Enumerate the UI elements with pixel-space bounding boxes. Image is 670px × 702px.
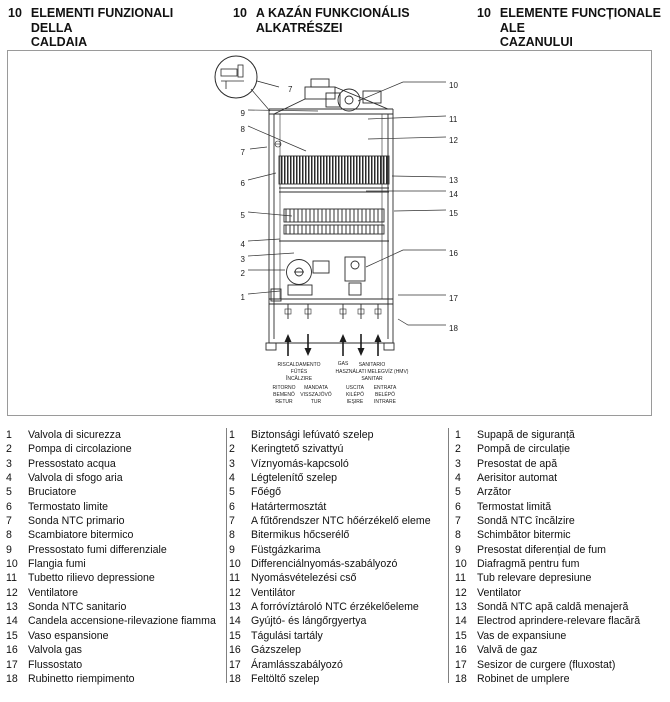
flow-arrows: [285, 334, 382, 356]
legend-item-label: Rubinetto riempimento: [28, 672, 135, 685]
legend-item-label: Aerisitor automat: [477, 472, 558, 485]
legend-item-number: 10: [229, 558, 241, 571]
legend-item: [455, 571, 670, 585]
leader-lines: [248, 82, 446, 325]
legend-item: [6, 528, 222, 542]
boiler-drawing: [266, 79, 394, 350]
callout-number: 16: [449, 249, 458, 258]
legend-item: [229, 629, 445, 643]
legend-item-label: Ventilatore: [28, 586, 79, 599]
legend-item: [6, 514, 222, 528]
legend-item-number: 7: [229, 515, 235, 528]
section-title: [256, 6, 410, 35]
legend-item: [229, 643, 445, 657]
section-title-line2: ALKATRÉSZEI: [255, 20, 343, 35]
legend-item-number: 11: [455, 572, 466, 585]
legend-item-number: 15: [229, 629, 241, 642]
legend-item: [229, 658, 445, 672]
legend-item: [455, 629, 670, 643]
legend-item-label: Valvola di sicurezza: [28, 429, 121, 441]
legend-item-number: 13: [229, 601, 241, 614]
legend-item: [229, 500, 445, 514]
legend-item-label: Ventilator: [477, 586, 522, 599]
legend-item-number: 14: [229, 615, 241, 628]
callout-number: 5: [240, 211, 245, 220]
legend-item-number: 2: [455, 443, 461, 456]
legend-item: [6, 500, 222, 514]
legend-item-number: 12: [6, 586, 18, 599]
legend-item-number: 13: [6, 601, 18, 614]
legend-item: [6, 600, 222, 614]
legend-item-label: Tub relevare depresiune: [477, 572, 592, 585]
legend-item: [6, 571, 222, 585]
legend-item-number: 8: [229, 529, 235, 542]
legend-item: [229, 471, 445, 485]
legend-item: [455, 428, 670, 442]
section-title-line1: ELEMENTE FUNCȚIONALE ALE: [499, 6, 662, 35]
legend-item-label: Biztonsági lefúvató szelep: [251, 429, 374, 441]
legend-item-number: 3: [455, 457, 461, 470]
heating-flow-label: MANDATA: [304, 385, 328, 391]
legend-item: [455, 600, 670, 614]
legend-item-label: Pressostato acqua: [28, 457, 116, 470]
legend-item: [455, 457, 670, 471]
legend-item-number: 14: [6, 615, 18, 628]
legend-item: [455, 528, 670, 542]
legend-item: [455, 557, 670, 571]
dhw-out-label: IEȘIRE: [346, 399, 364, 405]
legend-item-number: 17: [229, 658, 241, 671]
legend-item-label: Sonda NTC sanitario: [28, 601, 127, 614]
legend-item-label: Candela accensione-rilevazione fiamma: [28, 615, 216, 628]
legend-item-number: 13: [455, 601, 467, 614]
legend-item: [229, 457, 445, 471]
legend-item: [455, 643, 670, 657]
legend-item-label: Presostat diferențial de fum: [477, 543, 606, 556]
legend-item-label: Határtermosztát: [251, 500, 327, 513]
legend-item: [455, 543, 670, 557]
arrow-down-heating-flow: [305, 334, 312, 356]
legend-item: [229, 600, 445, 614]
legend-item: [6, 614, 222, 628]
legend-item-number: 1: [455, 429, 461, 441]
callout-number: 2: [240, 269, 245, 278]
legend-item-label: Robinet de umplere: [477, 672, 570, 685]
callout-number: 15: [449, 209, 458, 218]
legend-item-label: Tubetto rilievo depressione: [28, 572, 155, 585]
legend-column-italian: [6, 428, 222, 686]
legend-item-number: 2: [6, 443, 12, 456]
callout-number: 7: [288, 85, 293, 94]
section-header-romanian: [477, 6, 663, 50]
legend-item: [455, 586, 670, 600]
heating-title: RISCALDAMENTO: [277, 362, 321, 368]
dhw-in-label: INTRARE: [374, 399, 396, 405]
heating-title: FŰTÉS: [290, 369, 308, 375]
legend-column-hungarian: [229, 428, 445, 686]
legend-item-number: 3: [229, 457, 235, 470]
legend-item-label: Flussostato: [28, 658, 83, 671]
legend-column-romanian: [455, 428, 670, 686]
legend-item-label: Ventilátor: [251, 586, 296, 599]
arrow-up-gas: [340, 334, 347, 356]
section-title-line1: ELEMENTI FUNZIONALI DELLA: [30, 6, 174, 35]
legend-item-number: 18: [6, 672, 18, 685]
legend-item-number: 11: [6, 572, 17, 585]
legend-item: [6, 643, 222, 657]
legend-item-label: Nyomásvételezési cső: [251, 572, 357, 585]
legend-item-number: 18: [229, 672, 241, 685]
legend-item-label: Víznyomás-kapcsoló: [251, 457, 349, 470]
legend-item-label: Légtelenítő szelep: [251, 472, 337, 485]
legend-item: [6, 658, 222, 672]
legend-item-label: Presostat de apă: [477, 457, 558, 470]
callout-number: 6: [240, 179, 245, 188]
legend-item-number: 15: [6, 629, 18, 642]
legend-item-label: Termostat limită: [477, 500, 552, 513]
legend-item-label: Valvola di sfogo aria: [28, 472, 123, 485]
legend-item-number: 15: [455, 629, 467, 642]
legend-item-label: Főégő: [251, 486, 282, 499]
legend-item-label: Vas de expansiune: [477, 629, 567, 642]
legend-item-label: Flangia fumi: [28, 558, 86, 571]
column-divider: [226, 428, 227, 683]
legend-item-label: Valvola gas: [28, 644, 82, 657]
legend-item-label: A fűtőrendszer NTC hőérzékelő eleme: [251, 515, 431, 528]
legend-item-number: 17: [6, 658, 18, 671]
legend-item: [455, 658, 670, 672]
dhw-title: SANITARIO: [358, 362, 386, 368]
legend-item-label: Keringtető szivattyú: [251, 443, 344, 456]
callout-number: 18: [449, 324, 458, 333]
legend-item: [6, 543, 222, 557]
section-number: 10: [477, 6, 491, 20]
heating-title: ÎNCĂLZIRE: [285, 376, 313, 382]
legend-item-number: 12: [455, 586, 467, 599]
arrow-up-heating-return: [285, 334, 292, 356]
section-number: 10: [8, 6, 22, 20]
legend-item-number: 9: [6, 543, 12, 556]
legend-item-label: Differenciálnyomás-szabályozó: [251, 558, 398, 571]
legend-item-number: 1: [6, 429, 12, 441]
section-header-italian: [8, 6, 218, 50]
legend-item-number: 4: [229, 472, 235, 485]
legend-item-number: 8: [6, 529, 12, 542]
callout-number: 10: [449, 81, 458, 90]
legend-item-number: 10: [455, 558, 467, 571]
callout-number: 9: [240, 109, 245, 118]
heating-return-label: BEMENŐ: [273, 392, 295, 398]
legend-item-label: Bruciatore: [28, 486, 77, 499]
legend-item-label: Arzător: [477, 486, 512, 499]
legend-item-label: Sondă NTC apă caldă menajeră: [477, 601, 629, 614]
legend-item: [229, 672, 445, 686]
legend-item: [455, 672, 670, 686]
flow-labels: [273, 361, 409, 405]
legend-item: [6, 457, 222, 471]
legend-item-number: 16: [229, 644, 241, 657]
legend-item-number: 10: [6, 558, 18, 571]
legend-item: [229, 557, 445, 571]
legend-item: [229, 514, 445, 528]
legend-item-label: Pressostato fumi differenziale: [28, 543, 167, 556]
legend-item-label: Termostato limite: [28, 500, 109, 513]
legend-item: [6, 672, 222, 686]
legend-item-number: 4: [6, 472, 12, 485]
callout-number: 13: [449, 176, 458, 185]
legend-item-number: 16: [6, 644, 18, 657]
legend-item-label: Scambiatore bitermico: [28, 529, 134, 542]
section-title-line2: CALDAIA: [30, 35, 88, 49]
heating-flow-label: TUR: [310, 399, 322, 405]
legend-item-number: 7: [6, 515, 12, 528]
section-title-line1: A KAZÁN FUNKCIONÁLIS: [255, 6, 410, 20]
callout-number: 8: [240, 125, 245, 134]
section-number: 10: [233, 6, 247, 20]
legend-item-label: Feltöltő szelep: [251, 672, 320, 685]
legend-item: [229, 543, 445, 557]
legend-item-number: 5: [455, 486, 461, 499]
legend-item: [229, 428, 445, 442]
heating-flow-label: VISSZAJÖVŐ: [300, 392, 332, 398]
legend-item-label: Sesizor de curgere (fluxostat): [477, 658, 616, 671]
callout-number: 14: [449, 190, 458, 199]
legend-item: [455, 442, 670, 456]
legend-item-label: A forróvíztároló NTC érzékelőeleme: [251, 601, 419, 614]
dhw-title: HASZNÁLATI MELEGVÍZ (HMV): [335, 369, 409, 375]
legend-item: [229, 614, 445, 628]
callout-number: 12: [449, 136, 458, 145]
legend-item-number: 4: [455, 472, 461, 485]
boiler-diagram: [8, 51, 651, 415]
legend-item-label: Gyújtó- és lángőrgyertya: [251, 615, 367, 628]
legend-item-label: Valvă de gaz: [477, 644, 538, 657]
legend-item-label: Vaso espansione: [28, 629, 109, 642]
legend-item: [229, 485, 445, 499]
legend-item-label: Supapă de siguranță: [477, 429, 575, 441]
legend-item: [229, 442, 445, 456]
legend-item: [6, 557, 222, 571]
legend-item-label: Tágulási tartály: [251, 629, 323, 642]
callout-number: 4: [240, 240, 245, 249]
legend-item-label: Diafragmă pentru fum: [477, 558, 580, 571]
legend-item-label: Pompă de circulație: [477, 443, 571, 456]
legend-item-label: Gázszelep: [251, 644, 302, 657]
legend-item-number: 9: [455, 543, 461, 556]
callout-number: 7: [240, 148, 245, 157]
legend-item: [455, 485, 670, 499]
callout-number: 17: [449, 294, 458, 303]
detail-circle: [215, 56, 279, 111]
arrow-down-dhw-out: [358, 334, 365, 356]
legend-item: [455, 471, 670, 485]
dhw-title: SANITAR: [361, 376, 383, 382]
legend-item: [229, 571, 445, 585]
column-divider: [448, 428, 449, 683]
legend-item-label: Füstgázkarima: [251, 543, 321, 556]
legend-item-label: Electrod aprindere-relevare flacără: [477, 615, 641, 628]
callout-number: 11: [449, 115, 458, 124]
heating-return-label: RETUR: [275, 399, 293, 405]
legend-item-number: 7: [455, 515, 461, 528]
legend-item-number: 18: [455, 672, 467, 685]
legend-item-number: 17: [455, 658, 467, 671]
legend-item-number: 1: [229, 429, 235, 441]
heating-return-label: RITORNO: [272, 385, 296, 391]
legend-item-number: 11: [229, 572, 240, 585]
legend-item-label: Sonda NTC primario: [28, 515, 125, 528]
legend-item: [6, 428, 222, 442]
legend-item-number: 6: [455, 500, 461, 513]
legend-item: [455, 514, 670, 528]
gas-label: GAS: [337, 361, 349, 367]
legend-item: [6, 442, 222, 456]
legend-item-number: 5: [229, 486, 235, 499]
legend-item-number: 5: [6, 486, 12, 499]
legend-item-number: 14: [455, 615, 467, 628]
arrow-up-dhw-in: [375, 334, 382, 356]
legend-item-number: 12: [229, 586, 241, 599]
legend-item-label: Sondă NTC încălzire: [477, 515, 575, 528]
legend-item: [6, 586, 222, 600]
legend-item-number: 2: [229, 443, 235, 456]
legend-item: [6, 629, 222, 643]
callout-number: 1: [240, 293, 245, 302]
legend-item-number: 9: [229, 543, 235, 556]
legend-item: [229, 528, 445, 542]
legend-item: [229, 586, 445, 600]
section-title-line2: CAZANULUI: [499, 35, 573, 49]
dhw-out-label: USCITA: [346, 385, 364, 391]
legend-item-number: 6: [6, 500, 12, 513]
legend-item-number: 8: [455, 529, 461, 542]
section-header-hungarian: [233, 6, 438, 35]
legend-item: [6, 471, 222, 485]
legend-item-label: Schimbător bitermic: [477, 529, 571, 542]
legend-item-label: Bitermikus hőcserélő: [251, 529, 350, 542]
dhw-in-label: BELÉPŐ: [374, 392, 396, 398]
legend-item: [455, 500, 670, 514]
section-title: [31, 6, 218, 50]
figure-frame: [7, 50, 652, 416]
section-title: [500, 6, 663, 50]
legend-item-label: Pompa di circolazione: [28, 443, 132, 456]
legend-item: [455, 614, 670, 628]
legend-item: [6, 485, 222, 499]
dhw-out-label: KILÉPŐ: [345, 392, 365, 398]
legend-item-number: 16: [455, 644, 467, 657]
callout-number: 3: [240, 255, 245, 264]
legend-item-number: 6: [229, 500, 235, 513]
legend-item-label: Áramlásszabályozó: [251, 658, 343, 671]
legend-item-number: 3: [6, 457, 12, 470]
dhw-in-label: ENTRATA: [373, 385, 397, 391]
